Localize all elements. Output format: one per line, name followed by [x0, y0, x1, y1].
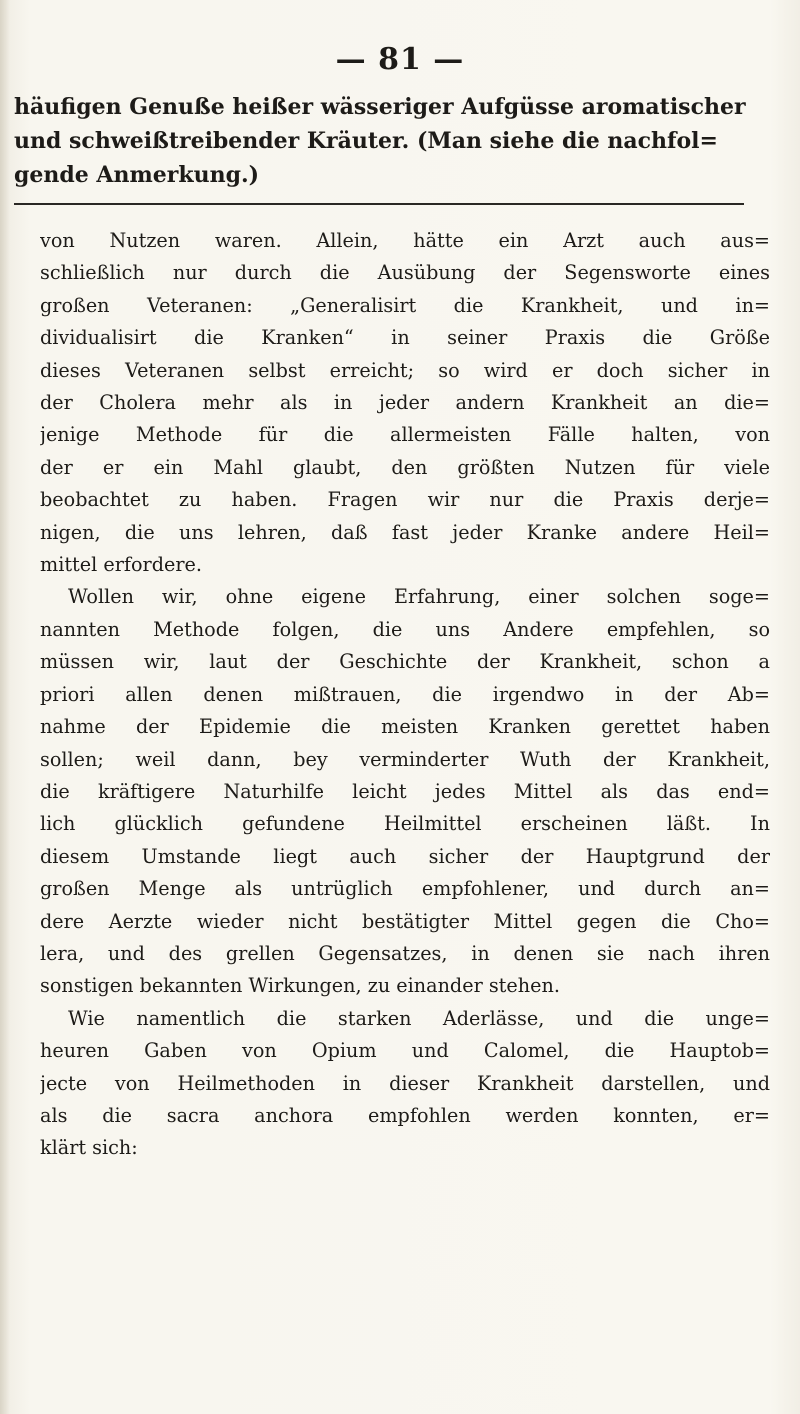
text-line: von Nutzen waren. Allein, hätte ein Arzt auch aus=	[40, 229, 770, 252]
footnote-separator-rule	[14, 203, 744, 205]
text-line: dividualisirt die Kranken“ in seiner Praxis die Größe	[40, 326, 770, 350]
text-line: lich glücklich gefundene Heilmittel erscheinen läßt. In	[40, 812, 770, 836]
text-line: dieses Veteranen selbst erreicht; so wird er doch sicher in	[40, 358, 770, 382]
text-line: priori allen denen mißtrauen, die irgendwo in der Ab=	[40, 682, 770, 706]
text-line: sollen; weil dann, bey verminderter Wuth der Krankheit,	[40, 747, 770, 771]
text-line: dere Aerzte wieder nicht bestätigter Mittel gegen die Cho=	[40, 909, 770, 933]
paragraph-start-line: Wollen wir, ohne eigene Erfahrung, einer solchen soge=	[68, 585, 770, 609]
text-line: großen Menge als untrüglich empfohlener, und durch an=	[40, 877, 770, 901]
text-line: müssen wir, laut der Geschichte der Krankheit, schon a	[40, 650, 770, 674]
text-line: klärt sich:	[40, 1136, 138, 1160]
text-line: als die sacra anchora empfohlen werden konnten, er=	[40, 1103, 770, 1127]
footnote-line: und schweißtreibender Kräuter. (Man siehe die nachfol=	[14, 128, 718, 154]
text-line: mittel erfordere.	[40, 553, 202, 577]
text-line: nigen, die uns lehren, daß fast jeder Kranke andere Heil=	[40, 520, 770, 544]
text-line: beobachtet zu haben. Fragen wir nur die Praxis derje=	[40, 488, 770, 512]
text-line: der er ein Mahl glaubt, den größten Nutzen für viele	[40, 455, 770, 479]
page-number: — 81 —	[335, 42, 465, 77]
text-line: schließlich nur durch die Ausübung der Segensworte eines	[40, 261, 770, 285]
body-text	[40, 225, 770, 1165]
paragraph-start-line: Wie namentlich die starken Aderlässe, und die unge=	[68, 1006, 770, 1030]
text-line: jenige Methode für die allermeisten Fälle halten, von	[40, 423, 770, 447]
text-line: sonstigen bekannten Wirkungen, zu einander stehen.	[40, 974, 560, 998]
footnote-line: gende Anmerkung.)	[14, 162, 260, 188]
text-line: nannten Methode folgen, die uns Andere empfehlen, so	[40, 617, 770, 641]
text-line: lera, und des grellen Gegensatzes, in denen sie nach ihren	[40, 941, 770, 965]
text-line: jecte von Heilmethoden in dieser Krankheit darstellen, und	[40, 1071, 770, 1095]
text-line: heuren Gaben von Opium und Calomel, die Hauptob=	[40, 1039, 770, 1063]
footnote-line: häufigen Genuße heißer wässeriger Aufgüsse aromatischer	[14, 94, 746, 120]
text-line: großen Veteranen: „Generalisirt die Krankheit, und in=	[40, 293, 770, 317]
text-line: die kräftigere Naturhilfe leicht jedes Mittel als das end=	[40, 779, 770, 803]
page-gutter-edge	[0, 0, 10, 1414]
text-line: diesem Umstande liegt auch sicher der Hauptgrund der	[40, 844, 770, 868]
text-line: der Cholera mehr als in jeder andern Krankheit an die=	[40, 391, 770, 415]
footnote-continuation	[14, 90, 784, 192]
text-line: nahme der Epidemie die meisten Kranken gerettet haben	[40, 715, 770, 739]
